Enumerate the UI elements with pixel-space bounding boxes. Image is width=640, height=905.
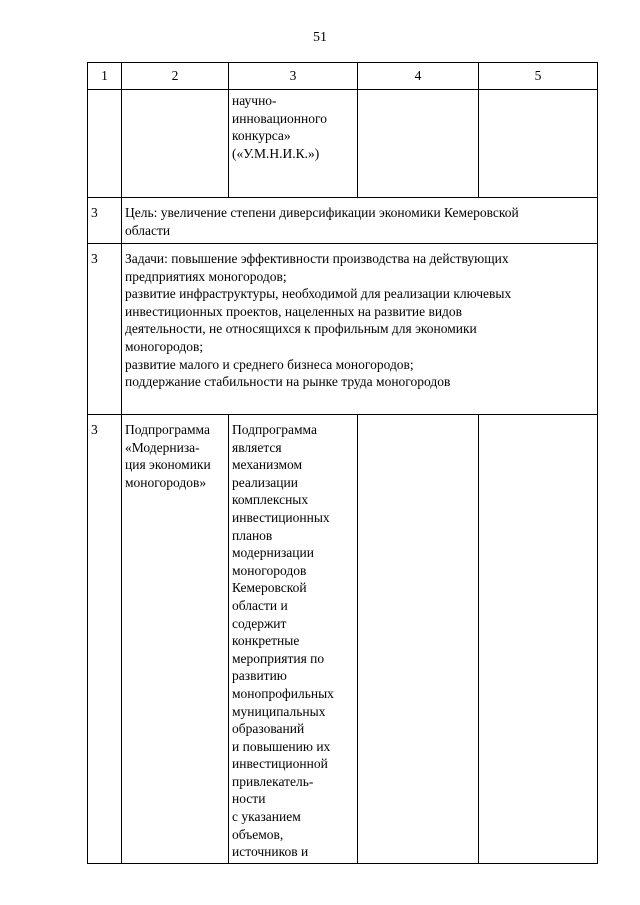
header-cell-2: 2 <box>122 63 229 90</box>
cont-cell-5 <box>479 90 598 198</box>
table-header-row <box>88 63 598 90</box>
header-cell-4: 4 <box>358 63 479 90</box>
tasks-number: 3 <box>88 244 122 415</box>
table-row-continuation <box>88 90 598 198</box>
cont-cell-2 <box>122 90 229 198</box>
program-table <box>87 62 598 864</box>
table-row-tasks <box>88 244 598 415</box>
table-row-goal <box>88 198 598 244</box>
tasks-text: Задачи: повышение эффективности производства на действующих предприятиях моногородов; развитие инфраструктуры, необходимой для реализации ключевых инвестиционных проектов, нацеленных на развитие видов деятельности, не относящихся к профильным для экономики моногородов; развитие малого и среднего бизнеса моногородов; поддержание стабильности на рынке труда моногородов <box>122 244 598 415</box>
cont-cell-3: научно- инновационного конкурса» («У.М.Н.И.К.») <box>229 90 358 198</box>
subprogram-cell-4 <box>358 415 479 864</box>
goal-number: 3 <box>88 198 122 244</box>
subprogram-number: 3 <box>88 415 122 864</box>
cont-cell-4 <box>358 90 479 198</box>
goal-text: Цель: увеличение степени диверсификации экономики Кемеровской области <box>122 198 598 244</box>
header-cell-1: 1 <box>88 63 122 90</box>
header-cell-3: 3 <box>229 63 358 90</box>
page-number: 51 <box>313 30 327 45</box>
subprogram-cell-5 <box>479 415 598 864</box>
header-cell-5: 5 <box>479 63 598 90</box>
cont-cell-1 <box>88 90 122 198</box>
table-row-subprogram <box>88 415 598 864</box>
subprogram-name: Подпрограмма «Модерниза- ция экономики моногородов» <box>122 415 229 864</box>
subprogram-description: Подпрограмма является механизмом реализации комплексных инвестиционных планов модернизации моногородов Кемеровской области и содержит конкретные мероприятия по развитию монопрофильных муниципальных образований и повышению их инвестиционной привлекатель- ности с указанием объемов, источников и <box>229 415 358 864</box>
